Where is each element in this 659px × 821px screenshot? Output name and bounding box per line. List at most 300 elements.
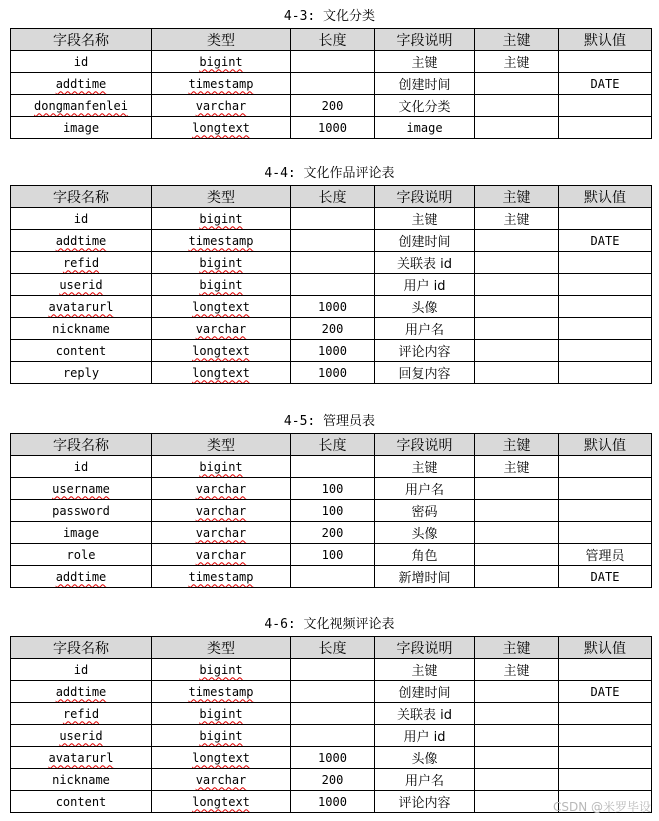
- cell-description: [375, 340, 475, 362]
- cell-length: [291, 274, 375, 296]
- column-header-description: 字段说明: [375, 186, 475, 208]
- cell-description: [375, 659, 475, 681]
- cell-text: id: [73, 662, 89, 677]
- cell-field-name: [11, 95, 152, 117]
- table-row: [11, 208, 652, 230]
- cell-type: [152, 51, 291, 73]
- column-header-field-name: 字段名称: [11, 434, 152, 456]
- cell-type: [152, 703, 291, 725]
- cell-type: [152, 769, 291, 791]
- table-row: [11, 252, 652, 274]
- cell-length: [291, 659, 375, 681]
- cell-text: bigint: [199, 54, 243, 69]
- cell-text: longtext: [192, 120, 250, 135]
- cell-default-value: [559, 296, 652, 318]
- cell-text: userid: [59, 277, 103, 292]
- cell-text: varchar: [195, 772, 247, 787]
- cell-text: 用户名: [404, 323, 444, 338]
- cell-default-value: [559, 747, 652, 769]
- cell-field-name: [11, 544, 152, 566]
- column-header-default-value: 默认值: [559, 29, 652, 51]
- cell-text: 用户名: [404, 483, 444, 498]
- cell-primary-key: [475, 747, 559, 769]
- cell-description: [375, 73, 475, 95]
- cell-type: [152, 544, 291, 566]
- cell-text: nickname: [52, 321, 110, 336]
- cell-text: nickname: [52, 772, 110, 787]
- cell-text: 用户名: [404, 774, 444, 789]
- cell-text: varchar: [195, 321, 247, 336]
- cell-default-value: [559, 362, 652, 384]
- cell-default-value: [559, 703, 652, 725]
- cell-text: reply: [62, 365, 100, 380]
- table-row: [11, 340, 652, 362]
- cell-default-value: [559, 544, 652, 566]
- cell-primary-key: [475, 296, 559, 318]
- cell-description: [375, 208, 475, 230]
- table-title: 4-5: 管理员表: [283, 414, 376, 429]
- cell-primary-key: [475, 769, 559, 791]
- cell-text: 新增时间: [398, 571, 451, 586]
- cell-text: 角色: [411, 549, 438, 564]
- cell-length: [291, 95, 375, 117]
- column-header-default-value: 默认值: [559, 637, 652, 659]
- column-header-default-value: 默认值: [559, 186, 652, 208]
- cell-text: content: [55, 794, 107, 809]
- cell-text: userid: [59, 728, 103, 743]
- cell-default-value: [559, 769, 652, 791]
- column-header-length: 长度: [291, 29, 375, 51]
- table-row: [11, 522, 652, 544]
- cell-description: [375, 681, 475, 703]
- table-row: [11, 725, 652, 747]
- cell-text: id: [73, 54, 89, 69]
- cell-length: [291, 769, 375, 791]
- cell-text: id: [73, 211, 89, 226]
- cell-field-name: [11, 566, 152, 588]
- cell-text: username: [52, 481, 110, 496]
- cell-text: role: [66, 547, 96, 562]
- cell-primary-key: [475, 659, 559, 681]
- cell-length: [291, 51, 375, 73]
- cell-field-name: [11, 274, 152, 296]
- cell-text: 创建时间: [398, 78, 451, 93]
- cell-length: [291, 230, 375, 252]
- cell-length: [291, 362, 375, 384]
- cell-text: 1000: [318, 120, 347, 135]
- cell-field-name: [11, 659, 152, 681]
- table-title: 4-4: 文化作品评论表: [264, 166, 395, 181]
- header-row: [11, 29, 652, 51]
- cell-type: [152, 500, 291, 522]
- cell-text: 文化分类: [398, 100, 451, 115]
- cell-field-name: [11, 681, 152, 703]
- cell-text: varchar: [195, 503, 247, 518]
- cell-default-value: [559, 252, 652, 274]
- cell-text: 头像: [411, 752, 438, 767]
- cell-text: varchar: [195, 481, 247, 496]
- cell-text: 主键: [503, 56, 530, 71]
- column-header-description: 字段说明: [375, 29, 475, 51]
- column-header-primary-key: 主键: [475, 186, 559, 208]
- cell-primary-key: [475, 362, 559, 384]
- cell-primary-key: [475, 340, 559, 362]
- cell-text: timestamp: [188, 569, 254, 584]
- cell-text: DATE: [590, 569, 620, 584]
- cell-description: [375, 252, 475, 274]
- cell-description: [375, 522, 475, 544]
- cell-field-name: [11, 208, 152, 230]
- cell-text: DATE: [590, 233, 620, 248]
- cell-text: 主键: [411, 213, 438, 228]
- cell-text: timestamp: [188, 233, 254, 248]
- cell-description: [375, 725, 475, 747]
- cell-default-value: [559, 318, 652, 340]
- cell-description: [375, 500, 475, 522]
- cell-text: longtext: [192, 794, 250, 809]
- cell-length: [291, 456, 375, 478]
- cell-description: [375, 566, 475, 588]
- cell-field-name: [11, 362, 152, 384]
- cell-description: [375, 703, 475, 725]
- cell-field-name: [11, 318, 152, 340]
- column-header-length: 长度: [291, 637, 375, 659]
- cell-type: [152, 362, 291, 384]
- cell-length: [291, 340, 375, 362]
- cell-text: 用户 id: [403, 730, 446, 745]
- field-table: [10, 433, 652, 588]
- cell-description: [375, 791, 475, 813]
- cell-primary-key: [475, 681, 559, 703]
- cell-text: addtime: [55, 233, 107, 248]
- cell-default-value: [559, 73, 652, 95]
- cell-text: 主键: [411, 56, 438, 71]
- column-header-description: 字段说明: [375, 637, 475, 659]
- cell-primary-key: [475, 252, 559, 274]
- column-header-length: 长度: [291, 186, 375, 208]
- cell-description: [375, 478, 475, 500]
- column-header-type: 类型: [152, 637, 291, 659]
- cell-text: 主键: [503, 664, 530, 679]
- table-row: [11, 500, 652, 522]
- cell-text: 主键: [411, 461, 438, 476]
- table-row: [11, 456, 652, 478]
- cell-length: [291, 791, 375, 813]
- cell-description: [375, 274, 475, 296]
- cell-primary-key: [475, 522, 559, 544]
- cell-text: 200: [321, 321, 344, 336]
- cell-default-value: [559, 659, 652, 681]
- cell-length: [291, 500, 375, 522]
- cell-primary-key: [475, 51, 559, 73]
- cell-field-name: [11, 725, 152, 747]
- cell-text: id: [73, 459, 89, 474]
- table-title: 4-3: 文化分类: [283, 9, 376, 24]
- cell-field-name: [11, 478, 152, 500]
- cell-field-name: [11, 230, 152, 252]
- cell-default-value: [559, 500, 652, 522]
- column-header-primary-key: 主键: [475, 637, 559, 659]
- cell-primary-key: [475, 725, 559, 747]
- cell-text: bigint: [199, 255, 243, 270]
- cell-type: [152, 747, 291, 769]
- column-header-type: 类型: [152, 186, 291, 208]
- cell-type: [152, 208, 291, 230]
- cell-type: [152, 791, 291, 813]
- cell-type: [152, 73, 291, 95]
- cell-primary-key: [475, 791, 559, 813]
- cell-text: 管理员: [585, 549, 625, 564]
- cell-default-value: [559, 725, 652, 747]
- cell-primary-key: [475, 456, 559, 478]
- cell-primary-key: [475, 566, 559, 588]
- cell-description: [375, 747, 475, 769]
- cell-description: [375, 318, 475, 340]
- table-row: [11, 73, 652, 95]
- cell-type: [152, 252, 291, 274]
- cell-type: [152, 296, 291, 318]
- cell-description: [375, 296, 475, 318]
- cell-text: avatarurl: [48, 750, 114, 765]
- cell-text: bigint: [199, 728, 243, 743]
- cell-primary-key: [475, 478, 559, 500]
- cell-text: 头像: [411, 301, 438, 316]
- cell-text: 回复内容: [398, 367, 451, 382]
- column-header-field-name: 字段名称: [11, 637, 152, 659]
- table-row: [11, 362, 652, 384]
- column-header-type: 类型: [152, 29, 291, 51]
- cell-default-value: [559, 522, 652, 544]
- cell-primary-key: [475, 117, 559, 139]
- cell-text: image: [62, 120, 100, 135]
- table-row: [11, 659, 652, 681]
- cell-type: [152, 274, 291, 296]
- cell-field-name: [11, 252, 152, 274]
- cell-type: [152, 318, 291, 340]
- cell-text: 关联表 id: [397, 708, 452, 723]
- cell-text: varchar: [195, 547, 247, 562]
- cell-text: 创建时间: [398, 235, 451, 250]
- cell-text: 200: [321, 98, 344, 113]
- cell-type: [152, 659, 291, 681]
- cell-text: 用户 id: [403, 279, 446, 294]
- cell-text: content: [55, 343, 107, 358]
- cell-type: [152, 456, 291, 478]
- field-table: [10, 185, 652, 384]
- cell-length: [291, 522, 375, 544]
- column-header-field-name: 字段名称: [11, 29, 152, 51]
- column-header-description: 字段说明: [375, 434, 475, 456]
- cell-type: [152, 117, 291, 139]
- header-row: [11, 637, 652, 659]
- cell-text: 1000: [318, 750, 347, 765]
- table-row: [11, 566, 652, 588]
- cell-type: [152, 522, 291, 544]
- cell-default-value: [559, 456, 652, 478]
- cell-primary-key: [475, 500, 559, 522]
- cell-primary-key: [475, 95, 559, 117]
- cell-length: [291, 208, 375, 230]
- cell-text: refid: [62, 255, 100, 270]
- cell-text: image: [406, 120, 443, 135]
- cell-length: [291, 318, 375, 340]
- cell-type: [152, 230, 291, 252]
- cell-length: [291, 725, 375, 747]
- cell-text: 头像: [411, 527, 438, 542]
- cell-length: [291, 703, 375, 725]
- cell-default-value: [559, 230, 652, 252]
- cell-text: 评论内容: [398, 796, 451, 811]
- cell-default-value: [559, 208, 652, 230]
- cell-text: 1000: [318, 299, 347, 314]
- cell-default-value: [559, 681, 652, 703]
- cell-field-name: [11, 296, 152, 318]
- cell-type: [152, 95, 291, 117]
- table-row: [11, 117, 652, 139]
- cell-text: addtime: [55, 76, 107, 91]
- table-row: [11, 747, 652, 769]
- cell-type: [152, 725, 291, 747]
- cell-text: bigint: [199, 662, 243, 677]
- table-row: [11, 544, 652, 566]
- cell-text: varchar: [195, 525, 247, 540]
- cell-text: 评论内容: [398, 345, 451, 360]
- table-title: 4-6: 文化视频评论表: [264, 617, 395, 632]
- cell-description: [375, 456, 475, 478]
- cell-text: 密码: [411, 505, 438, 520]
- cell-description: [375, 362, 475, 384]
- header-row: [11, 186, 652, 208]
- cell-primary-key: [475, 318, 559, 340]
- cell-text: bigint: [199, 277, 243, 292]
- cell-type: [152, 340, 291, 362]
- cell-primary-key: [475, 544, 559, 566]
- cell-primary-key: [475, 703, 559, 725]
- column-header-type: 类型: [152, 434, 291, 456]
- cell-text: refid: [62, 706, 100, 721]
- cell-description: [375, 51, 475, 73]
- cell-length: [291, 747, 375, 769]
- cell-text: varchar: [195, 98, 247, 113]
- cell-text: 100: [321, 547, 344, 562]
- cell-text: longtext: [192, 299, 250, 314]
- cell-field-name: [11, 791, 152, 813]
- cell-text: 200: [321, 525, 344, 540]
- cell-text: addtime: [55, 569, 107, 584]
- cell-text: bigint: [199, 459, 243, 474]
- cell-text: dongmanfenlei: [34, 98, 128, 113]
- field-table: [10, 636, 652, 813]
- cell-text: 1000: [318, 343, 347, 358]
- cell-text: 1000: [318, 365, 347, 380]
- cell-text: avatarurl: [48, 299, 114, 314]
- table-row: [11, 681, 652, 703]
- cell-text: bigint: [199, 706, 243, 721]
- table-row: [11, 318, 652, 340]
- cell-text: DATE: [590, 76, 620, 91]
- column-header-primary-key: 主键: [475, 434, 559, 456]
- cell-description: [375, 95, 475, 117]
- cell-default-value: [559, 51, 652, 73]
- cell-default-value: [559, 478, 652, 500]
- cell-type: [152, 681, 291, 703]
- table-row: [11, 703, 652, 725]
- column-header-primary-key: 主键: [475, 29, 559, 51]
- cell-default-value: [559, 117, 652, 139]
- table-row: [11, 296, 652, 318]
- cell-text: longtext: [192, 343, 250, 358]
- cell-text: addtime: [55, 684, 107, 699]
- cell-description: [375, 769, 475, 791]
- table-row: [11, 274, 652, 296]
- cell-length: [291, 681, 375, 703]
- table-row: [11, 95, 652, 117]
- cell-text: DATE: [590, 684, 620, 699]
- cell-field-name: [11, 747, 152, 769]
- cell-field-name: [11, 73, 152, 95]
- column-header-field-name: 字段名称: [11, 186, 152, 208]
- table-row: [11, 769, 652, 791]
- column-header-default-value: 默认值: [559, 434, 652, 456]
- cell-text: 1000: [318, 794, 347, 809]
- cell-default-value: [559, 274, 652, 296]
- cell-length: [291, 296, 375, 318]
- cell-description: [375, 117, 475, 139]
- cell-primary-key: [475, 73, 559, 95]
- cell-text: longtext: [192, 365, 250, 380]
- table-row: [11, 230, 652, 252]
- cell-default-value: [559, 340, 652, 362]
- cell-field-name: [11, 703, 152, 725]
- cell-primary-key: [475, 274, 559, 296]
- cell-description: [375, 230, 475, 252]
- cell-description: [375, 544, 475, 566]
- cell-field-name: [11, 522, 152, 544]
- cell-field-name: [11, 500, 152, 522]
- cell-text: 主键: [503, 213, 530, 228]
- header-row: [11, 434, 652, 456]
- cell-length: [291, 566, 375, 588]
- cell-length: [291, 544, 375, 566]
- column-header-length: 长度: [291, 434, 375, 456]
- cell-field-name: [11, 340, 152, 362]
- cell-text: bigint: [199, 211, 243, 226]
- cell-text: 100: [321, 481, 344, 496]
- cell-field-name: [11, 51, 152, 73]
- watermark: CSDN @米罗毕设: [552, 800, 651, 814]
- cell-primary-key: [475, 208, 559, 230]
- cell-default-value: [559, 95, 652, 117]
- cell-length: [291, 117, 375, 139]
- cell-field-name: [11, 456, 152, 478]
- cell-text: 关联表 id: [397, 257, 452, 272]
- cell-default-value: [559, 566, 652, 588]
- cell-text: 200: [321, 772, 344, 787]
- cell-primary-key: [475, 230, 559, 252]
- cell-text: longtext: [192, 750, 250, 765]
- cell-text: image: [62, 525, 100, 540]
- table-row: [11, 51, 652, 73]
- cell-field-name: [11, 117, 152, 139]
- table-row: [11, 478, 652, 500]
- cell-text: 主键: [503, 461, 530, 476]
- cell-text: timestamp: [188, 684, 254, 699]
- cell-text: 主键: [411, 664, 438, 679]
- cell-text: timestamp: [188, 76, 254, 91]
- cell-type: [152, 566, 291, 588]
- cell-length: [291, 73, 375, 95]
- cell-text: 100: [321, 503, 344, 518]
